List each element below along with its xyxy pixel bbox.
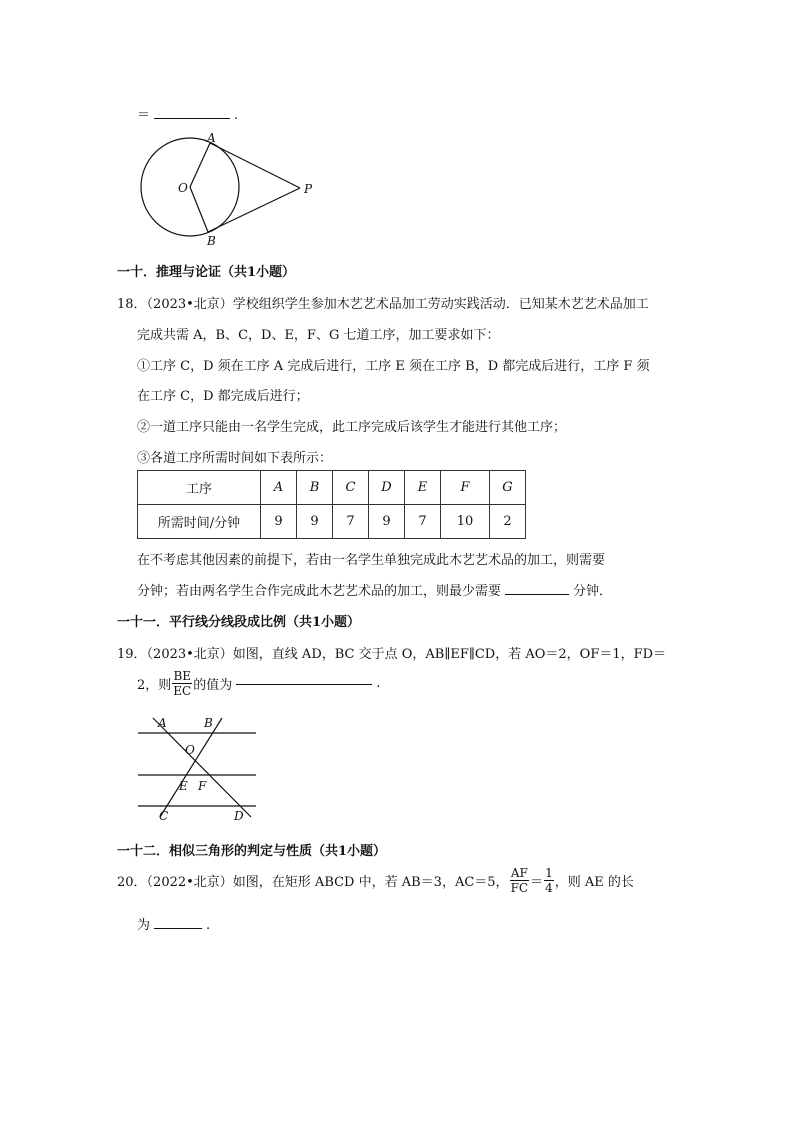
q18-line-5: ②一道工序只能由一名学生完成，此工序完成后该学生才能进行其他工序； (137, 420, 567, 435)
table-cell: 9 (369, 505, 405, 539)
table-cell: 2 (490, 505, 526, 539)
q20-line-1-text-b: ，则 AE 的长 (554, 875, 634, 890)
equals-sign: ＝ (530, 875, 544, 890)
q18-line-7: 在不考虑其他因素的前提下，若由一名学生单独完成此木艺艺术品的加工，则需要 (137, 553, 606, 568)
q18-line-8-text: 分钟；若由两名学生合作完成此木艺艺术品的加工，则最少需要 (137, 584, 502, 599)
q19-line-1: 19．（2023•北京）如图，直线 AD，BC 交于点 O，AB∥EF∥CD，若 AO＝2，OF＝1，FD＝ (117, 647, 667, 662)
label-b: B (207, 234, 216, 248)
q18-line-3: ①工序 C，D 须在工序 A 完成后进行，工序 E 须在工序 B，D 都完成后进行，工序 F 须 (137, 359, 650, 374)
fraction-denominator: 4 (545, 881, 553, 895)
q20-line-1-text: 20．（2022•北京）如图，在矩形 ABCD 中，若 AB＝3，AC＝5， (117, 875, 509, 890)
table-cell: C (333, 471, 369, 505)
table-row (138, 505, 526, 539)
radius-oa (190, 143, 210, 187)
tangent-pa (210, 143, 300, 188)
q18-line-2: 完成共需 A，B、C，D、E，F、G 七道工序，加工要求如下： (137, 328, 500, 343)
label-c: C (159, 809, 169, 823)
q20-line-1 (117, 866, 634, 895)
q19-line-2-text-b: 的值为 (193, 678, 233, 693)
radius-ob (190, 187, 208, 232)
q19-line-2 (137, 669, 380, 698)
table-cell: A (261, 471, 297, 505)
q19-line-2-text: 2，则 (137, 678, 172, 693)
table-cell: G (490, 471, 526, 505)
period: . (376, 676, 381, 691)
q18-line-8 (137, 580, 612, 599)
process-time-table (137, 470, 526, 539)
table-cell: 所需时间/分钟 (138, 505, 261, 539)
table-row (138, 471, 526, 505)
table-cell: F (441, 471, 490, 505)
fraction-numerator: 1 (545, 866, 553, 880)
period: . (234, 108, 239, 123)
q20-line-2-text: 为 (137, 918, 151, 933)
tangent-pb (208, 188, 300, 232)
table-cell: E (405, 471, 441, 505)
parallel-lines-figure (135, 712, 260, 824)
fraction-numerator: AF (510, 866, 528, 880)
table-cell: 7 (405, 505, 441, 539)
fraction-one-quarter (544, 866, 554, 895)
label-o: O (185, 743, 195, 757)
q18-line-1: 18．（2023•北京）学校组织学生参加木艺艺术品加工劳动实践活动．已知某木艺艺术品加工 (117, 297, 649, 312)
equals-sign: ＝ (137, 108, 151, 123)
answer-blank (505, 593, 569, 595)
period: . (206, 918, 211, 933)
q18-line-8-end: 分钟． (573, 584, 613, 599)
table-cell: 10 (441, 505, 490, 539)
fraction-be-ec (172, 669, 192, 698)
section-title-11: 一十一．平行线分线段成比例（共1小题） (117, 615, 361, 630)
fraction-af-fc (510, 866, 530, 895)
table-cell: 9 (297, 505, 333, 539)
label-a: A (158, 716, 167, 730)
answer-blank (236, 683, 372, 685)
q18-line-4: 在工序 C，D 都完成后进行； (137, 389, 309, 404)
label-b: B (204, 716, 213, 730)
fraction-numerator: BE (173, 669, 192, 683)
section-title-12: 一十二．相似三角形的判定与性质（共1小题） (117, 844, 387, 859)
table-cell: 9 (261, 505, 297, 539)
label-f: F (198, 779, 207, 793)
circle-tangent-figure (135, 128, 325, 250)
fraction-denominator: EC (173, 684, 192, 698)
label-p: P (304, 182, 313, 196)
q20-line-2 (137, 914, 210, 933)
table-cell: 工序 (138, 471, 261, 505)
label-e: E (179, 779, 188, 793)
label-a: A (207, 131, 216, 145)
label-d: D (234, 809, 244, 823)
fraction-denominator: FC (510, 881, 529, 895)
answer-blank (154, 117, 230, 119)
answer-blank (154, 927, 202, 929)
q17-answer-line (137, 104, 238, 123)
table-cell: 7 (333, 505, 369, 539)
section-title-10: 一十．推理与论证（共1小题） (117, 265, 296, 280)
label-o: O (178, 181, 188, 195)
table-cell: B (297, 471, 333, 505)
q18-line-6: ③各道工序所需时间如下表所示： (137, 451, 333, 466)
table-cell: D (369, 471, 405, 505)
